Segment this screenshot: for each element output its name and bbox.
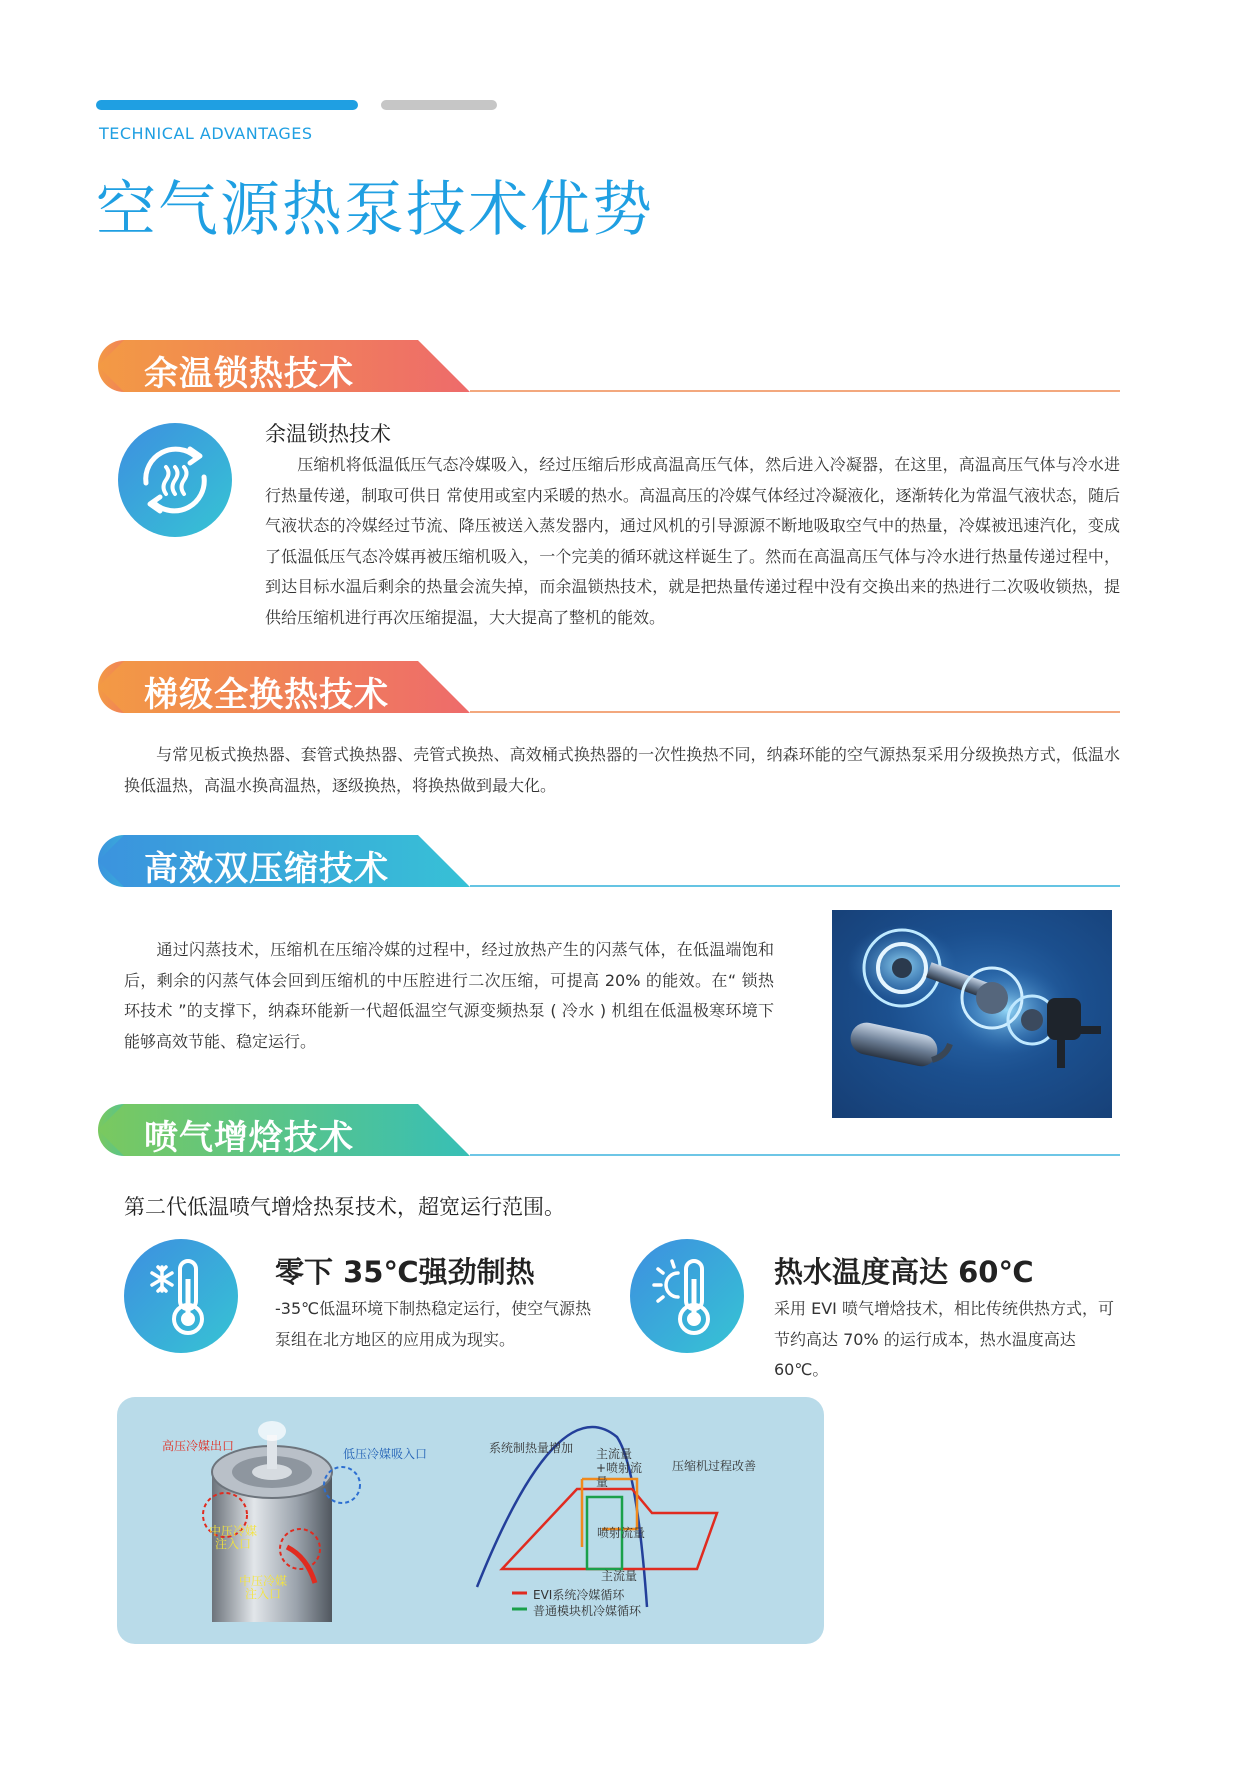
label-high-pressure-outlet: 高压冷媒出口 (162, 1439, 235, 1453)
section-header-evi (98, 1104, 1120, 1158)
heat-recycle-icon (118, 423, 232, 537)
accent-bar-gray (381, 100, 497, 110)
legend-normal: 普通模块机冷媒循环 (533, 1604, 642, 1618)
section-body: 与常见板式换热器、套管式换热器、壳管式换热、高效桶式换热器的一次性换热不同，纳森环能的空气源热泵采用分级换热方式，低温水换低温热，高温水换高温热，逐级换热，将换热做到最大化。 (124, 745, 1120, 795)
snowflake-thermometer-icon (124, 1239, 238, 1353)
section-body: 通过闪蒸技术，压缩机在压缩冷媒的过程中，经过放热产生的闪蒸气体，在低温端饱和后，剩余的闪蒸气体会回到压缩机的中压腔进行二次压缩，可提高 20% 的能效。在“ 锁热环技术 ”的支撑下，纳森环能新一代超低温空气源变频热泵 ( 冷水 ) 机组在低温极寒环境下能够高效节能、稳定运行。 (124, 940, 774, 1051)
label-low-pressure-inlet: 低压冷媒吸入口 (343, 1447, 428, 1461)
section-lead: 第二代低温喷气增焓热泵技术，超宽运行范围。 (124, 1195, 565, 1219)
section-subtitle: 余温锁热技术 (265, 422, 391, 446)
label-mid-pressure-inlet-2: 中压冷媒注入口 (239, 1574, 288, 1601)
page-title: 空气源热泵技术优势 (96, 175, 654, 245)
label-main-plus-inject: 主流量+喷射流量 (596, 1447, 643, 1489)
label-mid-pressure-inlet-1: 中压冷媒注入口 (209, 1524, 258, 1551)
feature-title: 热水温度高达 60℃ (774, 1255, 1034, 1289)
label-system-heat-gain: 系统制热量增加 (489, 1441, 574, 1455)
feature-title: 零下 35℃强劲制热 (275, 1255, 535, 1289)
feature-text: 采用 EVI 喷气增焓技术，相比传统供热方式，可节约高达 70% 的运行成本，热水温度高达 60℃。 (774, 1299, 1114, 1379)
label-compressor-improve: 压缩机过程改善 (672, 1459, 757, 1473)
section-title: 高效双压缩技术 (144, 849, 389, 889)
compressor-image (832, 910, 1112, 1118)
feature-text: -35℃低温环境下制热稳定运行，使空气源热泵组在北方地区的应用成为现实。 (275, 1299, 592, 1349)
evi-diagram-panel (117, 1397, 824, 1644)
section-title: 余温锁热技术 (144, 354, 354, 394)
eyebrow-text: TECHNICAL ADVANTAGES (99, 124, 313, 143)
accent-bar-blue (96, 100, 358, 110)
section-header-cascade-exchange (98, 661, 1120, 715)
section-title: 喷气增焓技术 (144, 1118, 354, 1158)
label-inject-flow: 喷射流量 (597, 1526, 646, 1540)
label-main-flow: 主流量 (601, 1569, 638, 1583)
section-title: 梯级全换热技术 (144, 675, 389, 715)
section-header-dual-compression (98, 835, 1120, 889)
section-header-residual-heat (98, 340, 1120, 394)
legend-evi: EVI系统冷媒循环 (533, 1588, 625, 1602)
section-body: 压缩机将低温低压气态冷媒吸入，经过压缩后形成高温高压气体，然后进入冷凝器，在这里，高温高压气体与冷水进行热量传递，制取可供日 常使用或室内采暖的热水。高温高压的冷媒气体经过冷凝液化，逐渐转化为常温气液状态，随后气液状态的冷媒经过节流、降压被送入蒸发器内，通过风机的引导源源不断地吸取空气中的热量，冷媒被迅速汽化，变成了低温低压气态冷媒再被压缩机吸入，一个完美的循环就这样诞生了。然而在高温高压气体与冷水进行热量传递过程中，到达目标水温后剩余的热量会流失掉，而余温锁热技术，就是把热量传递过程中没有交换出来的热进行二次吸收锁热，提供给压缩机进行再次压缩提温，大大提高了整机的能效。 (265, 455, 1120, 627)
sun-thermometer-icon (630, 1239, 744, 1353)
